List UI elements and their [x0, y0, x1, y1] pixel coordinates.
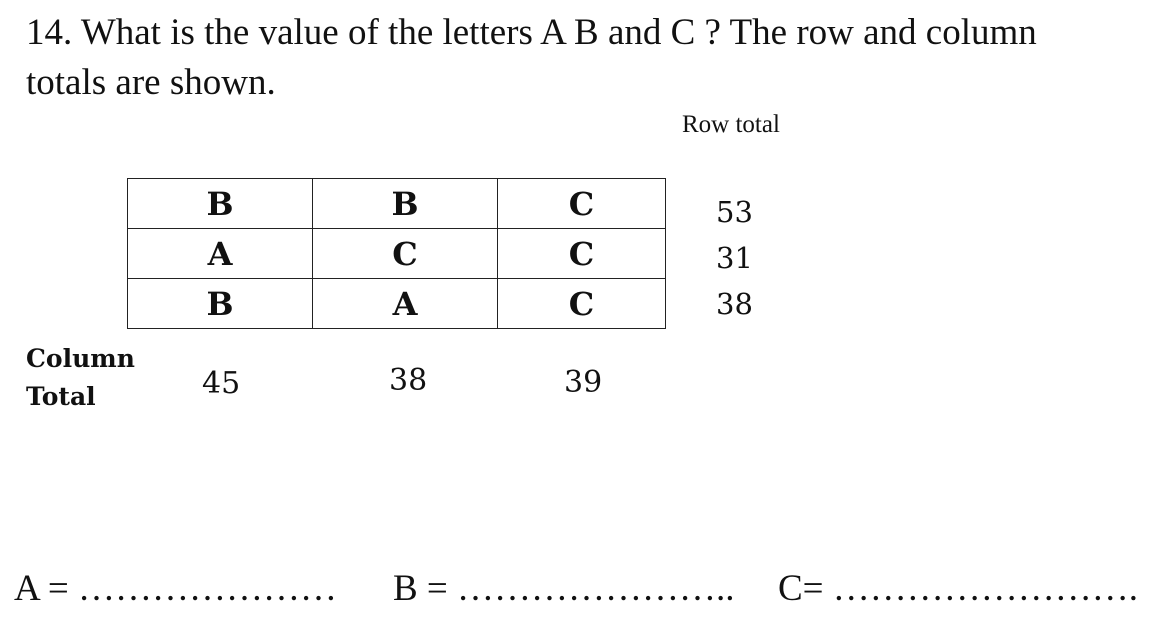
- column-total-value: 39: [564, 365, 603, 400]
- row-total-value: 53: [716, 195, 753, 229]
- row-total-value: 38: [716, 287, 753, 321]
- answer-c-field[interactable]: C= …………………….: [778, 568, 1139, 609]
- grid-cell: C: [498, 229, 666, 279]
- letter-grid: [127, 178, 666, 329]
- grid-cell: A: [128, 229, 313, 279]
- grid-row: [128, 179, 666, 229]
- grid-cell: C: [498, 279, 666, 329]
- row-total-label: Row total: [682, 111, 780, 138]
- grid-row: [128, 229, 666, 279]
- grid-cell: C: [313, 229, 498, 279]
- question-text: 14. What is the value of the letters A B and C ? The row and column totals are shown.: [26, 12, 1037, 103]
- column-total-label: [26, 340, 135, 416]
- column-total-label-line1: Column: [26, 344, 135, 373]
- column-total-value: 38: [389, 363, 428, 398]
- grid-cell: A: [313, 279, 498, 329]
- answer-b-field[interactable]: B = …………………..: [393, 568, 735, 609]
- grid-row: [128, 279, 666, 329]
- column-total-label-line2: Total: [26, 382, 96, 411]
- grid-cell: B: [128, 179, 313, 229]
- grid-cell: B: [128, 279, 313, 329]
- column-total-value: 45: [202, 366, 241, 401]
- row-total-value: 31: [716, 241, 753, 275]
- answer-a-field[interactable]: A = …………………: [14, 568, 338, 609]
- grid-cell: B: [313, 179, 498, 229]
- grid-cell: C: [498, 179, 666, 229]
